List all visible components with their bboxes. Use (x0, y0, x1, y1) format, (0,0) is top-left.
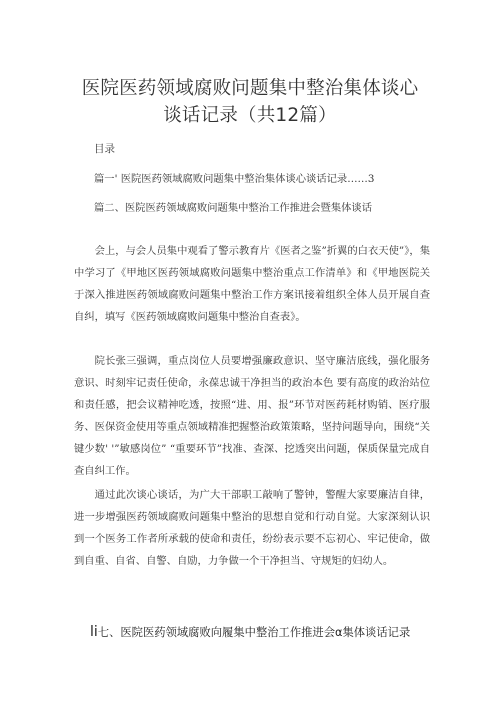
section-heading (90, 624, 410, 640)
body-paragraph-3: 通过此次谈心谈话，为广大干部职工敲响了警钟，警醒大家要廉洁自律，进一步增强医药领域腐败问题集中整治的思想自觉和行动自觉。大家深刻认识到一个医务工作者所承载的使命和责任，纷纷表示要不忘初心、牢记使命，做到自重、自省、自警、自励，力争做一个干净担当、守规矩的妇幼人。 (74, 489, 430, 567)
body-paragraph-2: 院长张三强调，重点岗位人员要增强廉政意识、坚守廉洁底线，强化服务意识、时刻牢记责任使命，永葆忠诚干净担当的政治本色 要有高度的政治站位和责任感，把会议精神吃透，按照“进、用、报”环节对医药耗材购销、医疗服务、医保资金使用等重点领域精准把握整治政策策略，坚持问题导向，围绕“关键少数' '”敏感岗位” “重要环节”找准、查深、挖透突出问题，保质保量完成自查自纠工作。 (74, 355, 430, 477)
document-title-line-1: 医院医药领域腐败问题集中整治集体谈心 (81, 78, 419, 99)
document-title-line-2: 谈话记录（共12篇） (163, 105, 337, 126)
toc-heading: 目录 (94, 143, 115, 155)
section-heading-text: 七、医院医药领域腐败向履集中整治工作推进会α集体谈话记录 (97, 626, 411, 639)
toc-item-2[interactable]: 篇二、医院医药领域腐败问题集中整治工作推进会暨集体谈话 (94, 202, 373, 214)
toc-item-1[interactable]: 篇一' 医院医药领域腐败问题集中整治集体谈心谈话记录……3 (94, 173, 375, 185)
section-heading-lead: li (90, 624, 98, 640)
body-paragraph-1: 会上，与会人员集中观看了警示教育片《医者之鉴”折翼的白衣天使”》，集中学习了《甲地区医药领域腐败问题集中整治重点工作清单》和《甲地医院关于深入推进医药领域腐败问题集中整治工作方案讯接着组织全体人员开展自查自纠，填写《医药领域腐败问题集中整治自查表》。 (74, 245, 430, 323)
